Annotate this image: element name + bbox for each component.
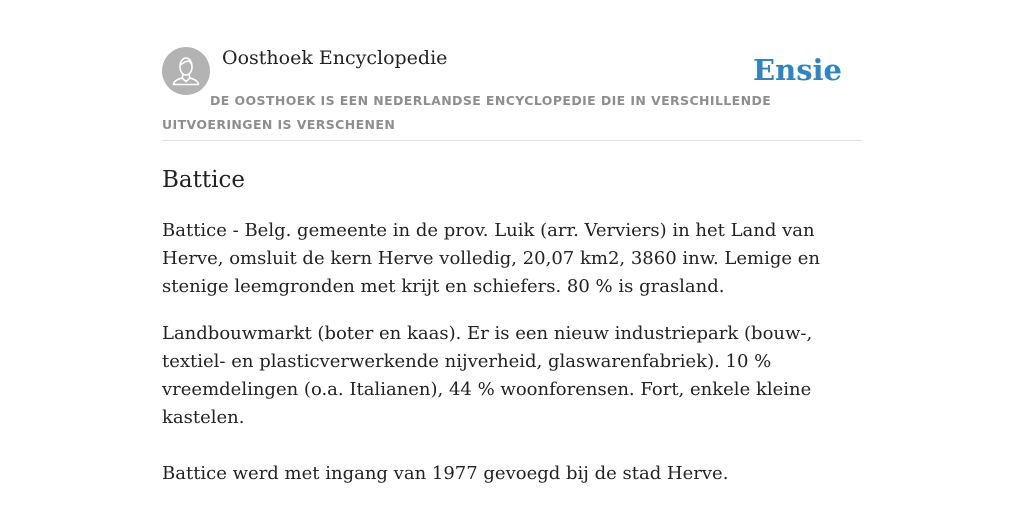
- avatar[interactable]: [162, 47, 210, 95]
- source-header: [162, 40, 862, 141]
- article-paragraph: Battice werd met ingang van 1977 gevoegd bij de stad Herve.: [162, 463, 729, 484]
- article-card: [162, 40, 862, 488]
- user-silhouette-icon: [162, 47, 210, 95]
- article-paragraph: Battice - Belg. gemeente in de prov. Luik (arr. Verviers) in het Land van Herve, omsluit de kern Herve volledig, 20,07 km2, 3860 inw. Lemige en stenige leemgronden met krijt en schiefers. 80 % is grasland.: [162, 220, 821, 297]
- article-paragraph: Landbouwmarkt (boter en kaas). Er is een nieuw industriepark (bouw-, textiel- en plasticverwerkende nijverheid, glaswarenfabriek). 10 % vreemdelingen (o.a. Italianen), 44 % woonforensen. Fort, enkele kleine kastelen.: [162, 323, 813, 428]
- source-title[interactable]: Oosthoek Encyclopedie: [222, 47, 448, 69]
- article-title: Battice: [162, 167, 245, 193]
- brand-logo[interactable]: Ensie: [753, 53, 842, 87]
- source-description: DE OOSTHOEK IS EEN NEDERLANDSE ENCYCLOPEDIE DIE IN VERSCHILLENDE UITVOERINGEN IS VERSCHENEN: [162, 93, 772, 132]
